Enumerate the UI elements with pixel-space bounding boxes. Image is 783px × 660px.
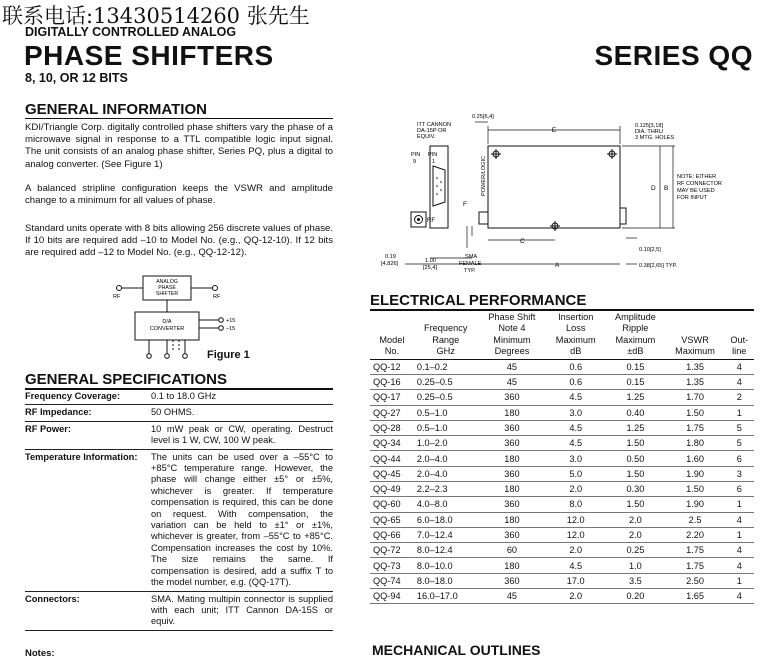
column-header-line: Degrees [494, 346, 530, 357]
table-cell: 0.25–0.5 [414, 390, 478, 405]
table-cell: 0.50 [605, 451, 665, 466]
table-cell: QQ-34 [370, 436, 414, 451]
column-header [370, 312, 414, 359]
dim-025: 0.25[6,4] [472, 114, 494, 120]
table-row [370, 527, 754, 542]
product-category: DIGITALLY CONTROLLED ANALOG [25, 25, 237, 39]
table-cell: 6 [725, 482, 754, 497]
table-cell: 2.0 [546, 482, 605, 497]
table-cell: 2.0 [605, 512, 665, 527]
table-cell: QQ-65 [370, 512, 414, 527]
dim-c: C [520, 238, 525, 245]
table-cell: QQ-73 [370, 558, 414, 573]
table-row [370, 451, 754, 466]
mechanical-outline-drawing [375, 108, 775, 280]
table-cell: QQ-60 [370, 497, 414, 512]
column-header-line: Maximum [555, 334, 596, 345]
column-header-line [668, 323, 723, 334]
page-title: PHASE SHIFTERS [24, 40, 274, 71]
minus15-terminal [219, 326, 224, 331]
table-cell: 1.80 [666, 436, 725, 451]
table-cell: 2.0 [546, 589, 605, 604]
table-row [370, 482, 754, 497]
table-cell: 180 [478, 512, 547, 527]
power-logic-label: POWER/LOGIC [481, 155, 487, 196]
analog-block-label-3: SHIFTER [155, 291, 179, 297]
table-cell: 180 [478, 405, 547, 420]
table-cell: 1 [725, 497, 754, 512]
table-cell: 0.1–0.2 [414, 359, 478, 374]
column-header-line: Minimum [493, 334, 531, 345]
table-cell: 4.5 [546, 436, 605, 451]
column-header-line: ±dB [627, 346, 644, 357]
bits-subtitle: 8, 10, OR 12 BITS [25, 71, 128, 85]
column-header-line: Maximum [615, 334, 656, 345]
series-title: SERIES QQ [594, 40, 753, 71]
analog-block-label-1: ANALOG [156, 279, 178, 285]
table-cell: 0.25 [605, 543, 665, 558]
table-cell: 1.90 [666, 497, 725, 512]
column-header-line: Maximum [675, 346, 715, 357]
note-line-4: FOR INPUT [677, 195, 708, 201]
table-cell: 360 [478, 573, 547, 588]
table-cell: QQ-45 [370, 466, 414, 481]
table-cell: 2.2–2.3 [414, 482, 478, 497]
table-cell: 4.5 [546, 420, 605, 435]
column-header-line [372, 312, 412, 323]
dim-b: B [664, 185, 669, 192]
dim-f: F [463, 201, 467, 208]
table-cell: 4 [725, 543, 754, 558]
table-cell: QQ-28 [370, 420, 414, 435]
table-cell: 1.75 [666, 558, 725, 573]
rf-label: RF [427, 218, 435, 224]
table-cell: 0.6 [546, 374, 605, 389]
table-cell: 1.65 [666, 589, 725, 604]
table-cell: 360 [478, 527, 547, 542]
plus15-terminal [219, 318, 224, 323]
dim-010: 0.10[2,5] [639, 247, 661, 253]
table-cell: 12.0 [546, 527, 605, 542]
spec-value: 0.1 to 18.0 GHz [151, 389, 333, 405]
table-cell: 8.0–18.0 [414, 573, 478, 588]
table-cell: 360 [478, 466, 547, 481]
table-row [370, 374, 754, 389]
general-specs-heading: GENERAL SPECIFICATIONS [25, 371, 227, 388]
column-header-line: Insertion [558, 312, 594, 322]
table-cell: 4 [725, 359, 754, 374]
table-cell: 180 [478, 451, 547, 466]
electrical-performance-table [370, 312, 754, 604]
column-header-line [727, 323, 752, 334]
column-header-line: Range [432, 334, 460, 345]
table-cell: QQ-44 [370, 451, 414, 466]
rf-connector-right [620, 208, 626, 224]
general-specs-table [25, 389, 333, 631]
table-cell: 1 [725, 573, 754, 588]
table-cell: QQ-12 [370, 359, 414, 374]
table-cell: 1.0–2.0 [414, 436, 478, 451]
dim-a: A [555, 262, 560, 269]
dim-019-b: [4,826] [381, 261, 399, 267]
dim-019-a: 0.19 [385, 254, 396, 260]
notes-label: Notes: [25, 648, 55, 659]
column-header [605, 312, 665, 359]
table-cell: 4.5 [546, 558, 605, 573]
da15-connector-icon [433, 166, 445, 206]
table-cell: 1.70 [666, 390, 725, 405]
column-header-line [372, 323, 412, 334]
column-header-line: VSWR [681, 334, 709, 345]
table-cell: 1.35 [666, 359, 725, 374]
contact-phone-banner: 联系电话:13430514260 张先生 [2, 4, 310, 28]
table-cell: 5 [725, 420, 754, 435]
table-cell: 360 [478, 436, 547, 451]
column-header-line: Out- [730, 334, 749, 345]
spec-row [25, 389, 333, 405]
spec-row [25, 405, 333, 421]
table-cell: QQ-74 [370, 573, 414, 588]
table-cell: 45 [478, 359, 547, 374]
column-header [478, 312, 547, 359]
table-cell: QQ-49 [370, 482, 414, 497]
mechanical-outlines-heading: MECHANICAL OUTLINES [372, 642, 541, 658]
pin9-number: 9 [413, 159, 417, 165]
spec-row [25, 449, 333, 591]
spec-row [25, 591, 333, 630]
table-cell: 0.15 [605, 359, 665, 374]
rf-out-terminal [213, 286, 218, 291]
plus15-label: +15 [226, 318, 236, 324]
column-header-line: Phase Shift [488, 312, 536, 322]
table-cell: 5 [725, 436, 754, 451]
table-cell: 2.20 [666, 527, 725, 542]
table-cell: 7.0–12.4 [414, 527, 478, 542]
table-cell: 2.50 [666, 573, 725, 588]
table-cell: 360 [478, 497, 547, 512]
table-cell: 0.25–0.5 [414, 374, 478, 389]
table-cell: QQ-94 [370, 589, 414, 604]
column-header-line: Loss [566, 323, 586, 334]
table-cell: 45 [478, 374, 547, 389]
logic-terminal [183, 354, 188, 359]
table-cell: 8.0–12.4 [414, 543, 478, 558]
table-cell: 0.6 [546, 359, 605, 374]
table-row [370, 436, 754, 451]
dim-holes-2: DIA. THRU [635, 129, 663, 135]
table-cell: QQ-27 [370, 405, 414, 420]
spec-label: Temperature Information: [25, 449, 151, 591]
table-cell: 5.0 [546, 466, 605, 481]
table-cell: QQ-66 [370, 527, 414, 542]
rf-connector-left [479, 212, 488, 224]
table-cell: 4 [725, 589, 754, 604]
column-header-line [727, 312, 752, 323]
table-cell: 16.0–17.0 [414, 589, 478, 604]
table-cell: 0.20 [605, 589, 665, 604]
table-cell: 2.5 [666, 512, 725, 527]
table-row [370, 359, 754, 374]
note-line-1: NOTE: EITHER [677, 174, 717, 180]
minus15-label: –15 [226, 326, 236, 332]
pin1-number: 1 [432, 159, 436, 165]
dim-holes-1: 0.125[3,18] [635, 123, 663, 129]
table-cell: 1.35 [666, 374, 725, 389]
rf-in-label: RF [113, 294, 121, 300]
general-info-rule [25, 118, 333, 119]
table-cell: 180 [478, 558, 547, 573]
electrical-performance-rule [370, 309, 754, 311]
dim-e: E [551, 127, 557, 134]
column-header [546, 312, 605, 359]
table-cell: 360 [478, 390, 547, 405]
column-header-line: Ripple [622, 323, 649, 334]
table-row [370, 543, 754, 558]
table-cell: 2.0 [546, 543, 605, 558]
general-info-paragraph-1: KDI/Triangle Corp. digitally controlled phase shifters vary the phase of a microwave signal in response to a TTL compatible logic input signal. The unit consists of an analog phase shifter, Series PQ, plus a digital to analog converter. (See Figure 1) [25, 122, 333, 170]
table-cell: 45 [478, 589, 547, 604]
table-row [370, 497, 754, 512]
spec-label: RF Impedance: [25, 405, 151, 421]
column-header-line: Frequency [424, 323, 468, 334]
electrical-performance-heading: ELECTRICAL PERFORMANCE [370, 292, 587, 309]
table-cell: QQ-16 [370, 374, 414, 389]
column-header-line: dB [570, 346, 582, 357]
general-info-heading: GENERAL INFORMATION [25, 101, 207, 118]
sma-label-3: TYP. [464, 268, 476, 274]
table-cell: 3.0 [546, 405, 605, 420]
itt-label-3: EQUIV. [417, 134, 436, 140]
logic-terminal [147, 354, 152, 359]
table-cell: 0.5–1.0 [414, 405, 478, 420]
unit-body [488, 146, 620, 228]
pin9-label: PIN [411, 152, 421, 158]
table-cell: 180 [478, 482, 547, 497]
table-cell: 3.5 [605, 573, 665, 588]
note-line-2: RF CONNECTOR [677, 181, 722, 187]
table-cell: 8.0–10.0 [414, 558, 478, 573]
table-cell: 6 [725, 451, 754, 466]
table-cell: 1.50 [605, 497, 665, 512]
table-cell: 0.5–1.0 [414, 420, 478, 435]
table-row [370, 420, 754, 435]
table-cell: 4 [725, 558, 754, 573]
table-cell: 1.25 [605, 420, 665, 435]
table-cell: 6.0–18.0 [414, 512, 478, 527]
general-info-paragraph-3: Standard units operate with 8 bits allowing 256 discrete values of phase. If 10 bits are required add –10 to Model No. (e.g., QQ-12-10). If 12 bits are required add –12 to Model No. (e.g., QQ-12-12). [25, 223, 333, 259]
note-line-3: MAY BE USED [677, 188, 715, 194]
table-cell: 1.50 [666, 482, 725, 497]
column-header [666, 312, 725, 359]
table-cell: 0.40 [605, 405, 665, 420]
table-cell: 1.50 [666, 405, 725, 420]
itt-label-2: DA-15P OR [417, 128, 447, 134]
spec-value: 10 mW peak or CW, operating. Destruct level is 1 W, CW, 100 W peak. [151, 421, 333, 449]
table-cell: 1.75 [666, 543, 725, 558]
table-cell: 2 [725, 390, 754, 405]
itt-label-1: ITT CANNON [417, 122, 452, 128]
pin1-label: PIN [428, 152, 438, 158]
table-cell: 1 [725, 527, 754, 542]
rf-out-label: RF [213, 294, 221, 300]
spec-value: 50 OHMS. [151, 405, 333, 421]
spec-row [25, 421, 333, 449]
table-cell: 4 [725, 512, 754, 527]
table-row [370, 573, 754, 588]
da-block-label-2: CONVERTER [149, 326, 185, 332]
column-header-line: Amplitude [614, 312, 656, 322]
analog-block-label-2: PHASE [158, 285, 176, 291]
sma-label-2: FEMALE [459, 261, 482, 267]
table-cell: 1.50 [605, 436, 665, 451]
spec-value: SMA. Mating multipin connector is supplied with each unit; ITT Cannon DA-15S or equiv. [151, 591, 333, 630]
dim-holes-3: 3 MTG. HOLES [635, 135, 675, 141]
table-cell: 3 [725, 466, 754, 481]
rf-in-terminal [117, 286, 122, 291]
table-cell: 2.0–4.0 [414, 451, 478, 466]
table-cell: 1.60 [666, 451, 725, 466]
column-header-line: Model [379, 334, 405, 345]
table-cell: 4.0–8.0 [414, 497, 478, 512]
table-cell: 4.5 [546, 390, 605, 405]
table-row [370, 466, 754, 481]
dim-100-a: 1.00 [425, 258, 436, 264]
table-cell: 360 [478, 420, 547, 435]
table-cell: 2.0 [605, 527, 665, 542]
da-block-label-1: D/A [162, 319, 172, 325]
table-cell: 1.0 [605, 558, 665, 573]
table-cell: 0.15 [605, 374, 665, 389]
column-header-line: No. [384, 346, 400, 357]
table-cell: 12.0 [546, 512, 605, 527]
table-row [370, 390, 754, 405]
spec-value: The units can be used over a –55°C to +85°C temperature range. However, the phase will change either ±5° or ±5%, whichever is greater. If temperature compensation is required, this can be done on request. With compensation, the variation can be held to ±1° or ±1%, whichever is greater, from –55°C to +85°C. Compensation increases the cost by 10%. The size remains the same. If compensation is desired, add a suffix T to the model number, e.g. (QQ-17T). [151, 449, 333, 591]
spec-label: Frequency Coverage: [25, 389, 151, 405]
column-header-line: Note 4 [498, 323, 526, 334]
table-cell: 8.0 [546, 497, 605, 512]
column-header-line [668, 312, 723, 323]
table-row [370, 405, 754, 420]
sma-label-1: SMA [465, 254, 478, 260]
column-header-line [416, 312, 476, 323]
table-cell: QQ-17 [370, 390, 414, 405]
spec-label: RF Power: [25, 421, 151, 449]
logic-terminal [165, 354, 170, 359]
table-cell: 2.0–4.0 [414, 466, 478, 481]
table-cell: 3.0 [546, 451, 605, 466]
column-header-line: line [732, 346, 747, 357]
table-row [370, 589, 754, 604]
dim-100-b: [25,4] [423, 265, 437, 271]
table-cell: 1.75 [666, 420, 725, 435]
spec-label: Connectors: [25, 591, 151, 630]
table-cell: 60 [478, 543, 547, 558]
column-header-line: GHz [436, 346, 455, 357]
table-cell: 4 [725, 374, 754, 389]
general-info-paragraph-2: A balanced stripline configuration keeps the VSWR and amplitude change to a minimum for all values of phase. [25, 183, 333, 207]
table-cell: 1.25 [605, 390, 665, 405]
table-row [370, 558, 754, 573]
table-cell: QQ-72 [370, 543, 414, 558]
dim-038: 0.38[2,65] TYP. [639, 263, 678, 269]
table-cell: 1.50 [605, 466, 665, 481]
table-row [370, 512, 754, 527]
column-header [725, 312, 754, 359]
table-cell: 1.90 [666, 466, 725, 481]
table-cell: 0.30 [605, 482, 665, 497]
dim-d: D [651, 185, 656, 192]
table-cell: 1 [725, 405, 754, 420]
column-header [414, 312, 478, 359]
table-cell: 17.0 [546, 573, 605, 588]
figure-1-caption: Figure 1 [207, 349, 250, 361]
